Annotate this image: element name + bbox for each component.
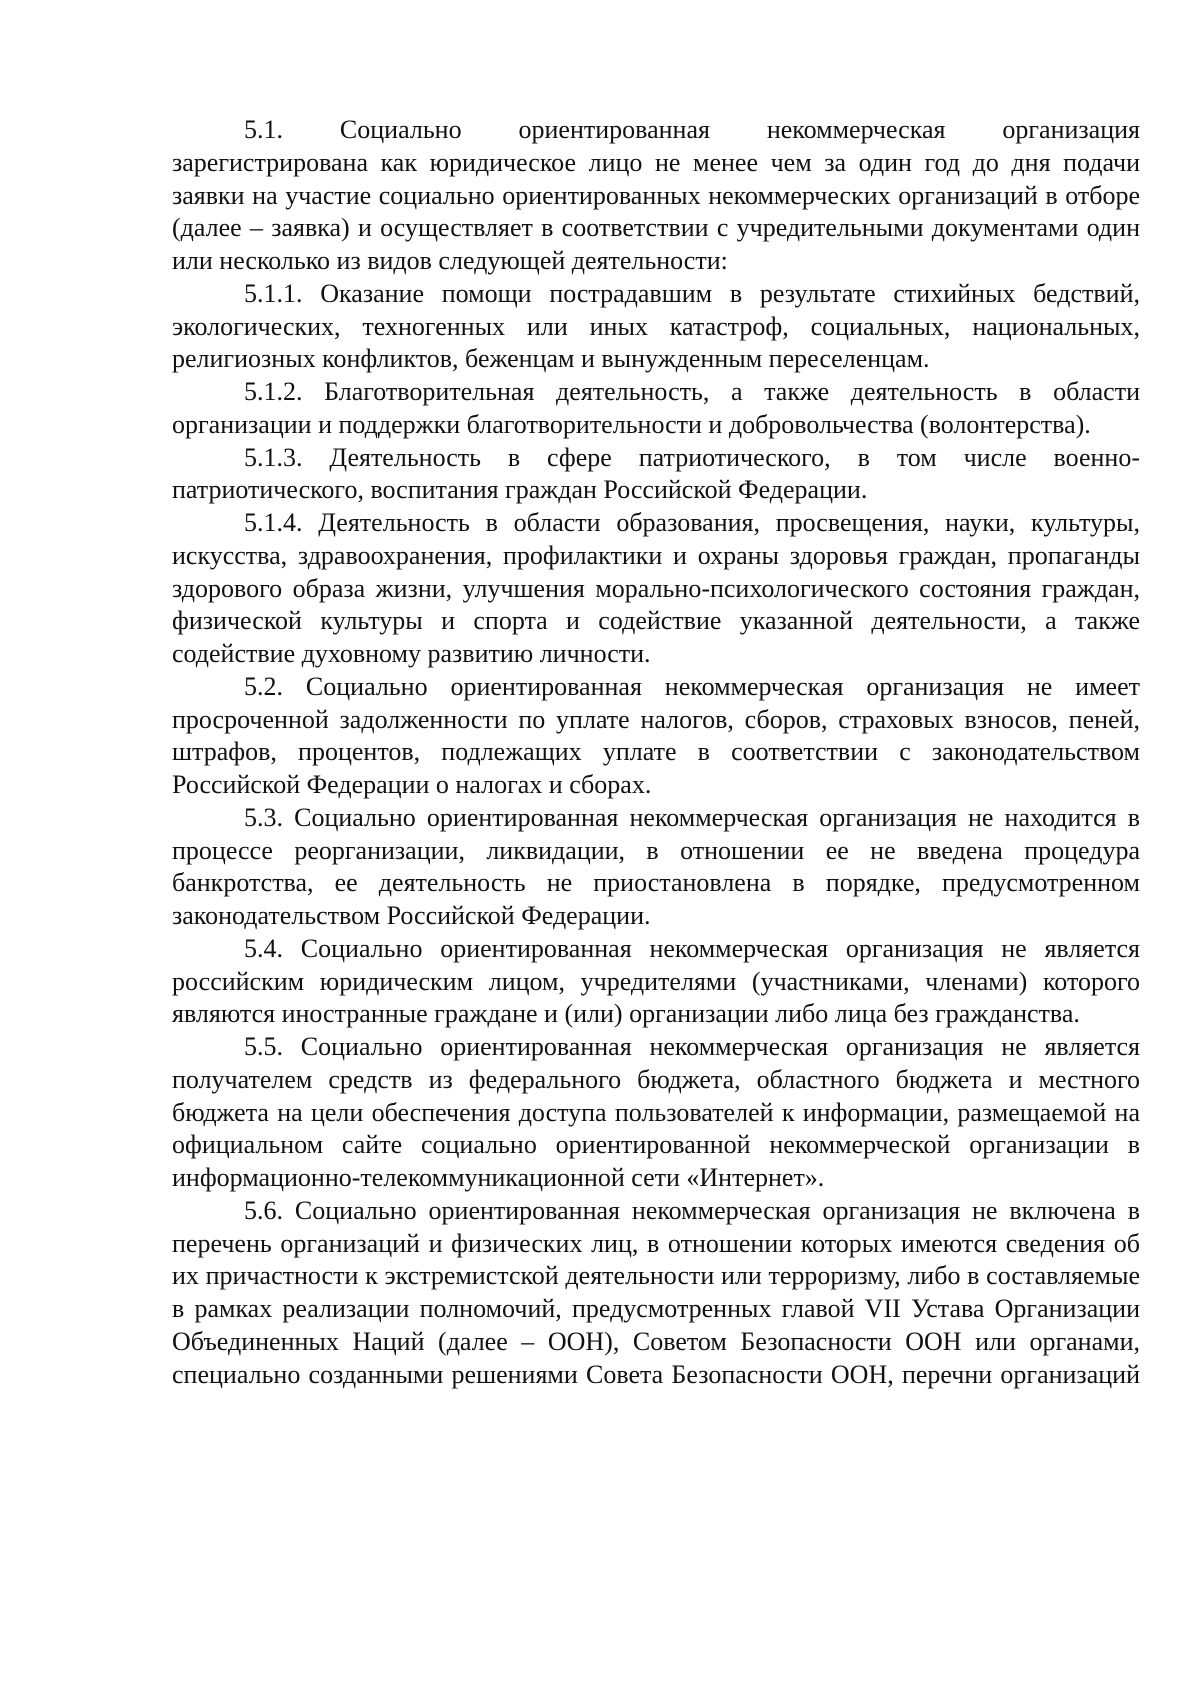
paragraph-5-1-3: 5.1.3. Деятельность в сфере патриотического, в том числе военно-патриотического, воспитания граждан Российской Федерации.	[172, 442, 1140, 505]
paragraph-5-2: 5.2. Социально ориентированная некоммерческая организация не имеет просроченной задолженности по уплате налогов, сборов, страховых взносов, пеней, штрафов, процентов, подлежащих уплате в соответствии с законодательством Российской Федерации о налогах и сборах.	[172, 671, 1140, 799]
paragraph-5-5: 5.5. Социально ориентированная некоммерческая организация не является получателем средств из федерального бюджета, областного бюджета и местного бюджета на цели обеспечения доступа пользователей к информации, размещаемой на официальном сайте социально ориентированной некоммерческой организации в информационно-телекоммуникационной сети «Интернет».	[172, 1032, 1140, 1192]
paragraph-5-6: 5.6. Социально ориентированная некоммерческая организация не включена в перечень организаций и физических лиц, в отношении которых имеются сведения об их причастности к экстремистской деятельности или терроризму, либо в составляемые в рамках реализации полномочий, предусмотренных главой VII Устава Организации Объединенных Наций (далее – ООН), Советом Безопасности ООН или органами, специально созданными решениями Совета Безопасности ООН, перечни организаций	[172, 1195, 1140, 1389]
paragraph-5-1-1: 5.1.1. Оказание помощи пострадавшим в результате стихийных бедствий, экологических, техногенных или иных катастроф, социальных, национальных, религиозных конфликтов, беженцам и вынужденным переселенцам.	[172, 278, 1140, 374]
paragraph-5-1-2: 5.1.2. Благотворительная деятельность, а также деятельность в области организации и поддержки благотворительности и добровольчества (волонтерства).	[172, 377, 1140, 439]
paragraph-5-1: 5.1. Социально ориентированная некоммерческая организация зарегистрирована как юридическое лицо не менее чем за один год до дня подачи заявки на участие социально ориентированных некоммерческих организаций в отборе (далее – заявка) и осуществляет в соответствии с учредительными документами один или несколько из видов следующей деятельности:	[172, 115, 1140, 275]
paragraph-5-1-4: 5.1.4. Деятельность в области образования, просвещения, науки, культуры, искусства, здравоохранения, профилактики и охраны здоровья граждан, пропаганды здорового образа жизни, улучшения морально-психологического состояния граждан, физической культуры и спорта и содействие указанной деятельности, а также содействие духовному развитию личности.	[172, 508, 1140, 668]
document-body	[172, 114, 1140, 1391]
paragraph-5-3: 5.3. Социально ориентированная некоммерческая организация не находится в процессе реорганизации, ликвидации, в отношении ее не введена процедура банкротства, ее деятельность не приостановлена в порядке, предусмотренном законодательством Российской Федерации.	[172, 802, 1140, 930]
paragraph-5-4: 5.4. Социально ориентированная некоммерческая организация не является российским юридическим лицом, учредителями (участниками, членами) которого являются иностранные граждане и (или) организации либо лица без гражданства.	[172, 933, 1140, 1029]
